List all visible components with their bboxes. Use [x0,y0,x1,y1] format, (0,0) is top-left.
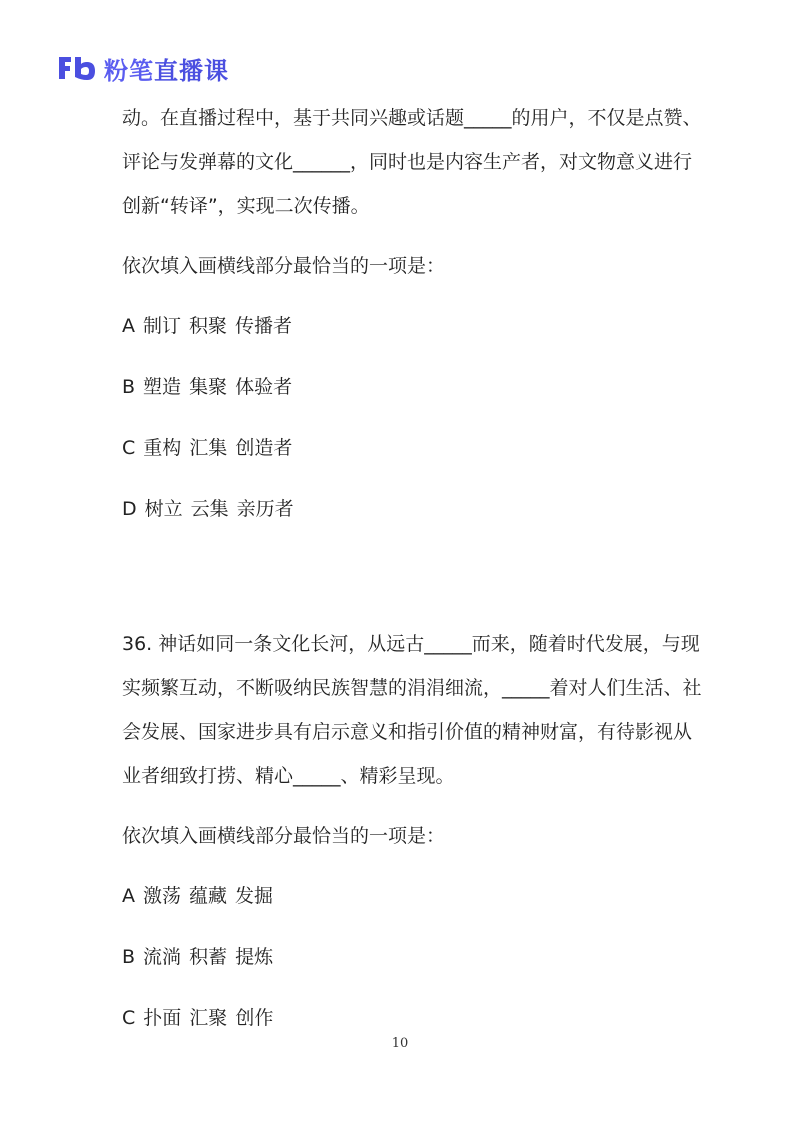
option-c: C 扑面 汇聚 创作 [122,1007,274,1029]
brand-accent: 粉笔 [104,56,154,85]
page-number: 10 [391,1036,409,1051]
fenbi-logo-icon [56,54,98,82]
paragraph-line: 实频繁互动，不断吸纳民族智慧的涓涓细流，_____着对人们生活、社 [122,677,702,699]
option-a: A 制订 积聚 传播者 [122,315,293,337]
paragraph-line: 36. 神话如同一条文化长河，从远古_____而来，随着时代发展，与现 [122,633,700,655]
option-b: B 流淌 积蓄 提炼 [122,946,274,968]
paragraph-line: 业者细致打捞、精心_____、精彩呈现。 [122,765,455,787]
document-body [122,96,702,1057]
question-36 [122,622,702,1057]
brand-name [104,51,229,86]
question-prompt: 依次填入画横线部分最恰当的一项是： [122,825,446,847]
paragraph-line: 动。在直播过程中，基于共同兴趣或话题_____的用户，不仅是点赞、 [122,107,702,129]
paragraph-line: 创新“转译”，实现二次传播。 [122,195,370,217]
option-d: D 树立 云集 亲历者 [122,498,294,520]
header [56,48,229,88]
brand-rest: 直播课 [154,56,229,85]
question-35-tail [122,96,702,548]
option-a: A 激荡 蕴藏 发掘 [122,885,274,907]
paragraph-line: 评论与发弹幕的文化______，同时也是内容生产者，对文物意义进行 [122,151,693,173]
paragraph-line: 会发展、国家进步具有启示意义和指引价值的精神财富，有待影视从 [122,721,693,743]
option-c: C 重构 汇集 创造者 [122,437,293,459]
option-b: B 塑造 集聚 体验者 [122,376,293,398]
question-prompt: 依次填入画横线部分最恰当的一项是： [122,255,446,277]
